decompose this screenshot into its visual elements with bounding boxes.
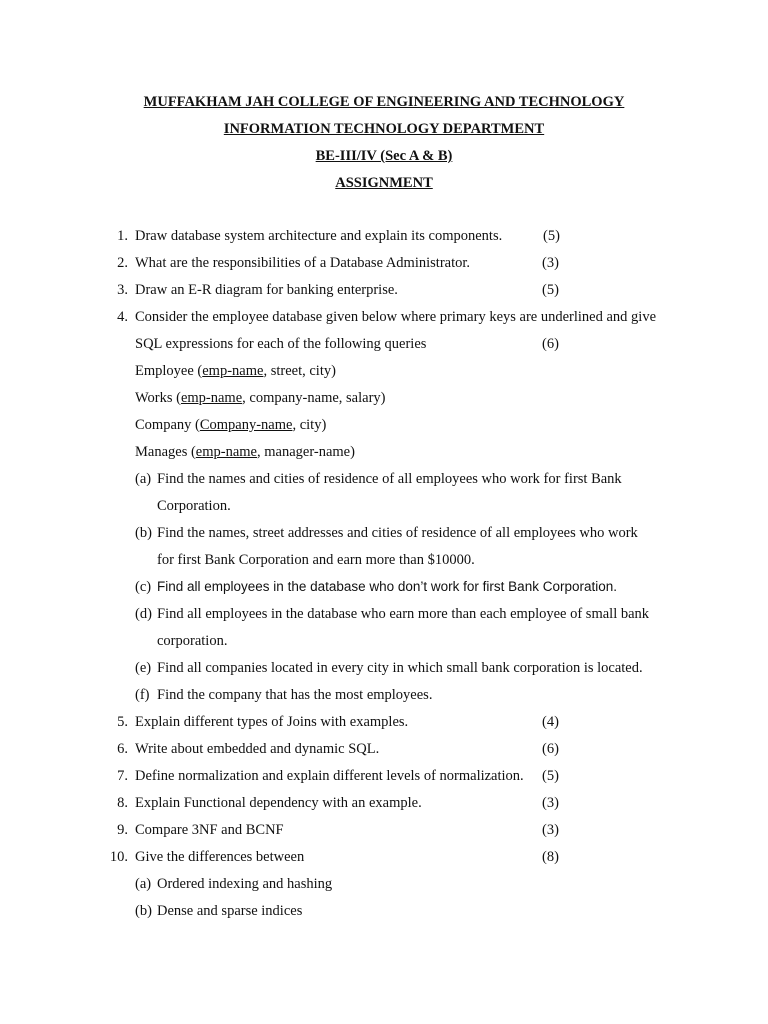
department-name: INFORMATION TECHNOLOGY DEPARTMENT bbox=[223, 121, 545, 137]
question-text: Write about embedded and dynamic SQL. bbox=[135, 741, 380, 757]
question-text: Explain different types of Joins with examples. bbox=[135, 714, 409, 730]
part-text-continued: for first Bank Corporation and earn more than $10000. bbox=[157, 552, 475, 568]
question-marks: (3) bbox=[542, 822, 559, 838]
question-text: Explain Functional dependency with an example. bbox=[135, 795, 422, 811]
question-marks: (5) bbox=[543, 228, 560, 244]
part-label: (f) bbox=[135, 687, 150, 703]
question-number: 5. bbox=[117, 714, 128, 730]
part-label: (d) bbox=[135, 606, 152, 622]
question-marks: (3) bbox=[542, 795, 559, 811]
question-text: Compare 3NF and BCNF bbox=[135, 822, 284, 838]
question-text: Draw database system architecture and explain its components. bbox=[135, 228, 503, 244]
page-title: ASSIGNMENT bbox=[335, 175, 433, 191]
part-text: Find the names, street addresses and cities of residence of all employees who work bbox=[157, 525, 638, 541]
schema-company: Company (Company-name, city) bbox=[135, 417, 327, 433]
class-section: BE-III/IV (Sec A & B) bbox=[315, 148, 453, 164]
question-marks: (6) bbox=[542, 336, 559, 352]
question-marks: (5) bbox=[542, 282, 559, 298]
part-text: Find all companies located in every city in which small bank corporation is located. bbox=[157, 660, 643, 676]
part-label: (c) bbox=[135, 579, 152, 595]
question-number: 7. bbox=[117, 768, 128, 784]
part-label: (b) bbox=[135, 903, 152, 919]
question-text: Consider the employee database given below where primary keys are underlined and give bbox=[135, 309, 657, 325]
primary-key: emp-name bbox=[202, 363, 264, 379]
part-text-continued: Corporation. bbox=[157, 498, 231, 514]
question-text: Define normalization and explain different levels of normalization. bbox=[135, 768, 524, 784]
question-text: Give the differences between bbox=[135, 849, 305, 865]
question-number: 6. bbox=[117, 741, 128, 757]
part-text-continued: corporation. bbox=[157, 633, 228, 649]
part-text: Find the names and cities of residence of all employees who work for first Bank bbox=[157, 471, 622, 487]
primary-key: emp-name bbox=[195, 444, 257, 460]
question-text-continued: SQL expressions for each of the following queries bbox=[135, 336, 427, 352]
question-number: 2. bbox=[117, 255, 128, 271]
question-marks: (3) bbox=[542, 255, 559, 271]
schema-works: Works (emp-name, company-name, salary) bbox=[135, 390, 386, 406]
part-text: Find all employees in the database who don’t work for first Bank Corporation. bbox=[157, 579, 617, 594]
primary-key: Company-name bbox=[199, 417, 293, 433]
question-number: 3. bbox=[117, 282, 128, 298]
part-label: (e) bbox=[135, 660, 152, 676]
question-marks: (6) bbox=[542, 741, 559, 757]
part-text: Find the company that has the most employees. bbox=[157, 687, 433, 703]
part-text: Dense and sparse indices bbox=[157, 903, 303, 919]
part-label: (a) bbox=[135, 876, 152, 892]
question-number: 9. bbox=[117, 822, 128, 838]
schema-manages: Manages (emp-name, manager-name) bbox=[135, 444, 355, 460]
schema-employee: Employee (emp-name, street, city) bbox=[135, 363, 336, 379]
question-number: 1. bbox=[117, 228, 128, 244]
question-marks: (8) bbox=[542, 849, 559, 865]
question-number: 10. bbox=[109, 849, 128, 865]
primary-key: emp-name bbox=[180, 390, 243, 406]
question-text: What are the responsibilities of a Database Administrator. bbox=[135, 255, 471, 271]
question-number: 4. bbox=[117, 309, 128, 325]
part-text: Find all employees in the database who earn more than each employee of small bank bbox=[157, 606, 650, 622]
question-marks: (5) bbox=[542, 768, 559, 784]
question-text: Draw an E-R diagram for banking enterprise. bbox=[135, 282, 398, 298]
college-name: MUFFAKHAM JAH COLLEGE OF ENGINEERING AND TECHNOLOGY bbox=[143, 94, 625, 110]
part-label: (b) bbox=[135, 525, 152, 541]
part-text: Ordered indexing and hashing bbox=[157, 876, 333, 892]
part-label: (a) bbox=[135, 471, 152, 487]
question-number: 8. bbox=[117, 795, 128, 811]
question-marks: (4) bbox=[542, 714, 559, 730]
